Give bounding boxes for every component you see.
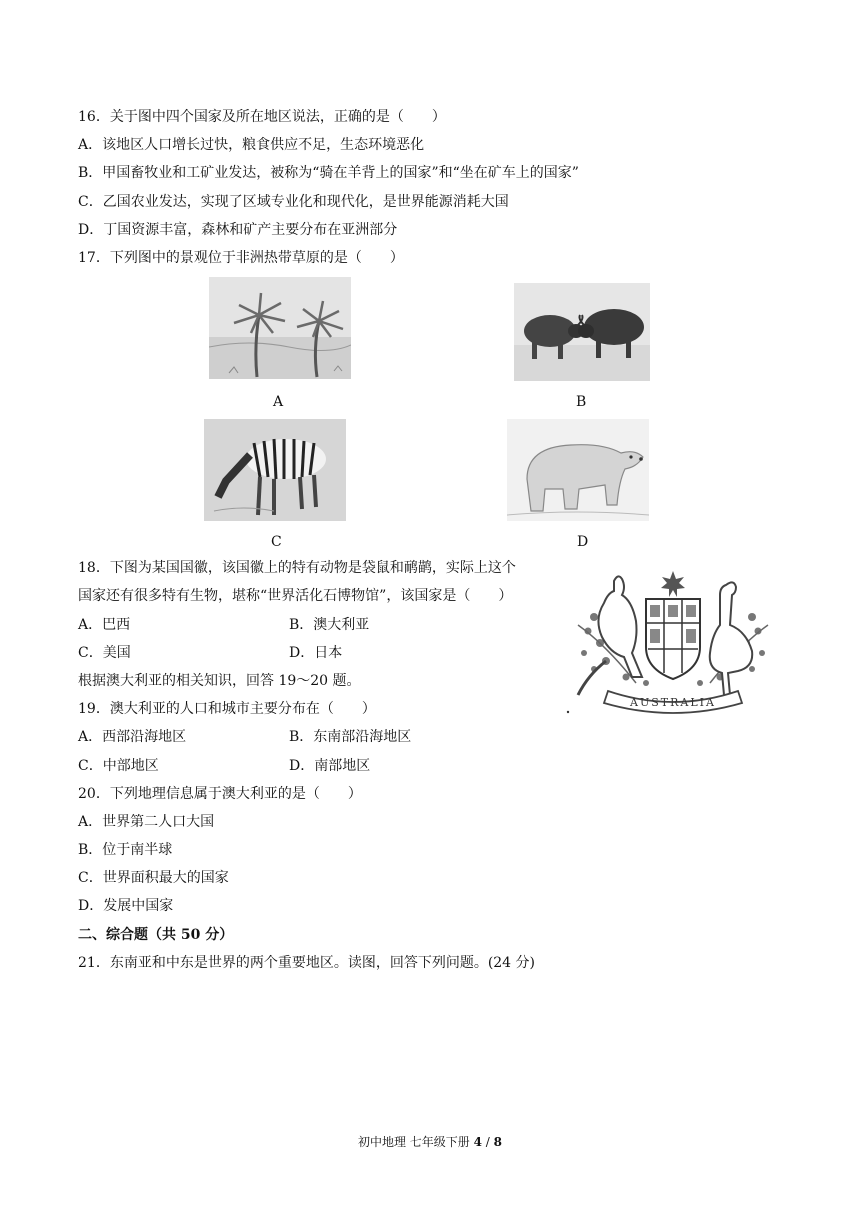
- q16-option-b: B．甲国畜牧业和工矿业发达，被称为“骑在羊背上的国家”和“坐在矿车上的国家”: [78, 165, 579, 181]
- polar-bear-image: [507, 419, 649, 521]
- q18-stem-line1: 18．下图为某国国徽，该国徽上的特有动物是袋鼠和鸸鹋，实际上这个: [78, 560, 516, 576]
- q19-option-d: D．南部地区: [289, 758, 371, 774]
- footer-text: 初中地理 七年级下册: [357, 1135, 470, 1149]
- q17-label-c: C: [271, 534, 282, 550]
- q17-label-b: B: [576, 394, 587, 410]
- q19-option-a: A．西部沿海地区: [78, 729, 187, 745]
- footer-page: 4: [473, 1135, 482, 1149]
- q18-option-b: B．澳大利亚: [289, 617, 370, 633]
- q20-option-d: D．发展中国家: [78, 898, 174, 914]
- palm-beach-image: [209, 277, 351, 379]
- q20-stem: 20．下列地理信息属于澳大利亚的是（ ）: [78, 786, 362, 802]
- intro-19-20: 根据澳大利亚的相关知识，回答 19～20 题。: [78, 673, 361, 689]
- q17-label-d: D: [577, 534, 589, 550]
- q18-option-a: A．巴西: [78, 617, 131, 633]
- q20-option-a: A．世界第二人口大国: [78, 814, 215, 830]
- q17-stem: 17．下列图中的景观位于非洲热带草原的是（ ）: [78, 250, 404, 266]
- q16-stem: 16．关于图中四个国家及所在地区说法，正确的是（ ）: [78, 109, 446, 125]
- page-footer: [0, 1133, 860, 1150]
- q19-option-b: B．东南部沿海地区: [289, 729, 412, 745]
- zebras-image: [204, 419, 346, 521]
- q18-stem-line2: 国家还有很多特有生物，堪称“世界活化石博物馆”，该国家是（ ）: [78, 588, 513, 604]
- yaks-image: [514, 283, 650, 381]
- q16-option-a: A．该地区人口增长过快，粮食供应不足，生态环境恶化: [78, 137, 425, 153]
- q19-stem: 19．澳大利亚的人口和城市主要分布在（ ）: [78, 701, 376, 717]
- footer-total: 8: [493, 1135, 503, 1149]
- q20-option-b: B．位于南半球: [78, 842, 173, 858]
- q21-stem: 21．东南亚和中东是世界的两个重要地区。读图，回答下列问题。(24 分): [78, 955, 536, 971]
- emblem-scroll-text: AUSTRALIA: [630, 696, 716, 709]
- q18-option-d: D．日本: [289, 645, 343, 661]
- q19-option-c: C．中部地区: [78, 758, 159, 774]
- q20-option-c: C．世界面积最大的国家: [78, 870, 229, 886]
- q16-option-c: C．乙国农业发达，实现了区域专业化和现代化，是世界能源消耗大国: [78, 194, 509, 210]
- footer-sep: /: [481, 1135, 494, 1149]
- q17-label-a: A: [273, 394, 284, 410]
- q16-option-d: D．丁国资源丰富，森林和矿产主要分布在亚洲部分: [78, 222, 398, 238]
- section-2-heading: 二、综合题（共 50 分）: [78, 927, 234, 943]
- coat-of-arms-image: [566, 565, 780, 715]
- q18-option-c: C．美国: [78, 645, 131, 661]
